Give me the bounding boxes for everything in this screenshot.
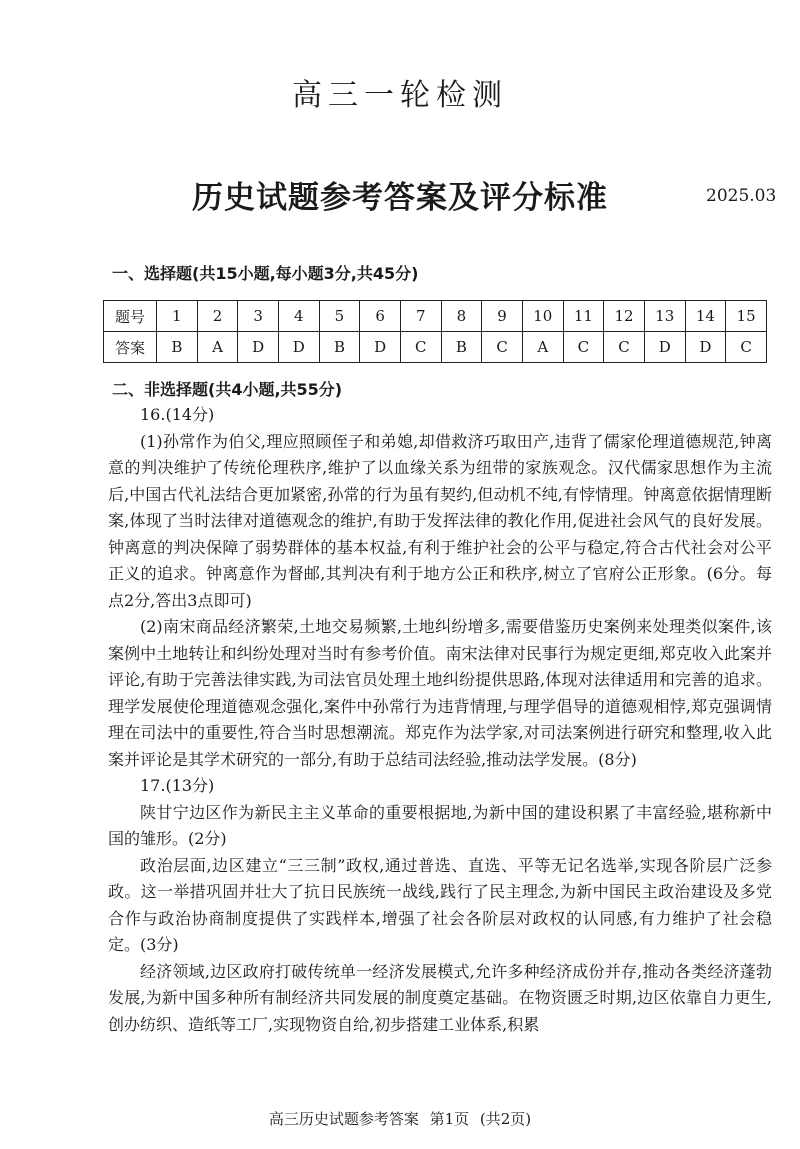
question-number: 1 [157, 301, 198, 332]
question-16-part-2: (2)南宋商品经济繁荣,土地交易频繁,土地纠纷增多,需要借鉴历史案例来处理类似案件,该案例中土地转让和纠纷处理对当时有参考价值。南宋法律对民事行为规定更细,郑克收入此案并评论,有助于完善法律实践,为司法官员处理土地纠纷提供思路,体现对法律适用和完善的追求。理学发展使伦理道德观念强化,案件中孙常行为违背情理,与理学倡导的道德观相悖,郑克强调情理在司法中的重要性,符合当时思想潮流。郑克作为法学家,对司法案例进行研究和整理,收入此案并评论是其学术研究的一部分,有助于总结司法经验,推动法学发展。(8分) [108, 617, 772, 769]
question-17-paragraph-2: 政治层面,边区建立“三三制”政权,通过普选、直选、平等无记名选举,实现各阶层广泛参政。这一举措巩固并壮大了抗日民族统一战线,践行了民主理念,为新中国民主政治建设及多党合作与政治协商制度提供了实践样本,增强了社会各阶层对政权的认同感,有力维护了社会稳定。(3分) [108, 855, 772, 954]
section-1-heading: 一、选择题(共15小题,每小题3分,共45分) [112, 264, 419, 283]
exam-date: 2025.03 [706, 186, 777, 206]
question-number: 14 [685, 301, 726, 332]
answer-cell: C [400, 332, 441, 363]
question-number: 8 [441, 301, 482, 332]
answer-table-number-row [104, 301, 767, 332]
question-16-label: 16.(14分) [140, 405, 215, 424]
question-number: 12 [604, 301, 645, 332]
row-label-answer: 答案 [104, 332, 157, 363]
question-17-paragraph-1: 陕甘宁边区作为新民主主义革命的重要根据地,为新中国的建设积累了丰富经验,堪称新中国的雏形。(2分) [108, 802, 772, 848]
answer-cell: A [197, 332, 238, 363]
answer-cell: C [563, 332, 604, 363]
answer-table [103, 300, 767, 363]
question-number: 13 [644, 301, 685, 332]
answer-cell: D [278, 332, 319, 363]
question-number: 11 [563, 301, 604, 332]
question-number: 6 [360, 301, 401, 332]
question-number: 7 [400, 301, 441, 332]
row-label-number: 题号 [104, 301, 157, 332]
question-17-label: 17.(13分) [140, 776, 215, 795]
question-17-paragraph-3: 经济领域,边区政府打破传统单一经济发展模式,允许多种经济成份并存,推动各类经济蓬勃发展,为新中国多种所有制经济共同发展的制度奠定基础。在物资匮乏时期,边区依靠自力更生,创办纺织、造纸等工厂,实现物资自给,初步搭建工业体系,积累 [108, 961, 772, 1034]
page-footer: 高三历史试题参考答案 第1页 (共2页) [268, 1110, 532, 1128]
answer-cell: B [441, 332, 482, 363]
question-number: 15 [726, 301, 767, 332]
question-number: 4 [278, 301, 319, 332]
section-2-heading: 二、非选择题(共4小题,共55分) [112, 380, 343, 399]
answer-cell: C [604, 332, 645, 363]
question-number: 5 [319, 301, 360, 332]
question-number: 2 [197, 301, 238, 332]
answer-cell: B [157, 332, 198, 363]
answer-cell: C [482, 332, 523, 363]
question-number: 3 [238, 301, 279, 332]
answer-cell: B [319, 332, 360, 363]
page-title: 历史试题参考答案及评分标准 [192, 180, 608, 216]
answer-cell: A [522, 332, 563, 363]
answer-cell: D [360, 332, 401, 363]
answer-table-answer-row [104, 332, 767, 363]
question-16-part-1: (1)孙常作为伯父,理应照顾侄子和弟媳,却借救济巧取田产,违背了儒家伦理道德规范,钟离意的判决维护了传统伦理秩序,维护了以血缘关系为纽带的家族观念。汉代儒家思想作为主流后,中国古代礼法结合更加紧密,孙常的行为虽有契约,但动机不纯,有悖情理。钟离意依据情理断案,体现了当时法律对道德观念的维护,有助于发挥法律的教化作用,促进社会风气的良好发展。钟离意的判决保障了弱势群体的基本权益,有利于维护社会的公平与稳定,符合古代社会对公平正义的追求。钟离意作为督邮,其判决有利于地方公正和秩序,树立了官府公正形象。(6分。每点2分,答出3点即可) [108, 431, 772, 610]
answer-content [108, 402, 772, 1038]
question-number: 10 [522, 301, 563, 332]
question-number: 9 [482, 301, 523, 332]
answer-cell: D [238, 332, 279, 363]
answer-cell: D [644, 332, 685, 363]
answer-cell: C [726, 332, 767, 363]
answer-cell: D [685, 332, 726, 363]
exam-name: 高三一轮检测 [292, 78, 508, 113]
